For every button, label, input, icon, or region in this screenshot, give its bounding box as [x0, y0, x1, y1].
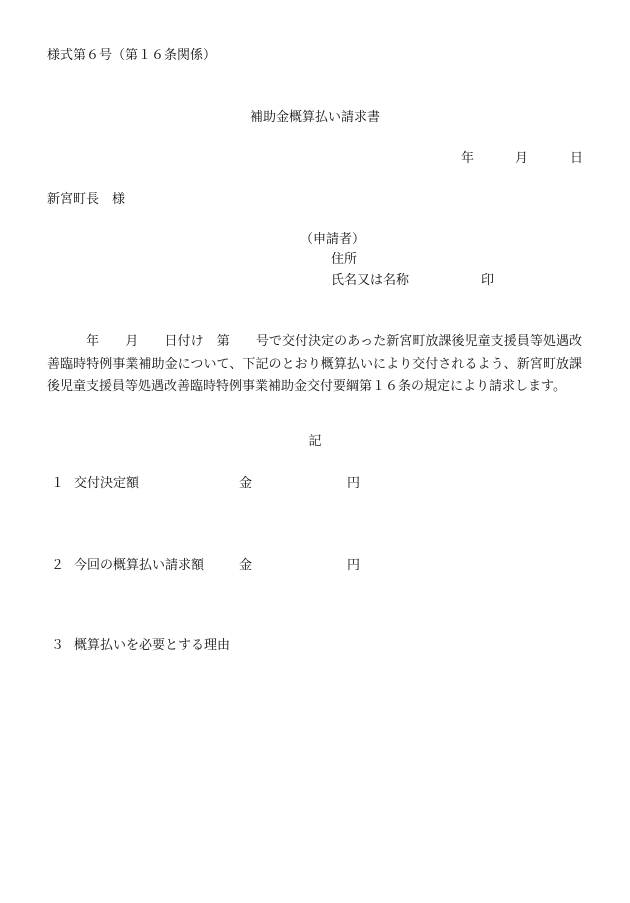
applicant-address-label: 住所 [331, 252, 358, 267]
item-number: ３ [51, 638, 65, 653]
form-number: 様式第６号（第１６条関係） [47, 48, 217, 63]
item-number: ２ [51, 558, 65, 573]
amount-kin-label: 金 [239, 476, 253, 491]
request-body-text: 年 月 日付け 第 号で交付決定のあった新宮町放課後児童支援員等処遇改善臨時特例事業補助金について、下記のとおり概算払いにより交付されるよう、新宮町放課後児童支援員等処遇改善臨時特例事業補助金交付要綱第１６条の規定により請求します。 [47, 334, 582, 394]
amount-kin-label: 金 [239, 558, 253, 573]
document-title: 補助金概算払い請求書 [249, 110, 380, 125]
applicant-name-label: 氏名又は名称 [331, 273, 410, 288]
ki-heading: 記 [308, 434, 322, 449]
date-year-label: 年 [461, 151, 475, 166]
date-month-label: 月 [515, 151, 529, 166]
addressee: 新宮町長 様 [47, 192, 126, 207]
applicant-heading: （申請者） [300, 232, 366, 247]
amount-yen-label: 円 [347, 558, 361, 573]
item-label-current-request-amount: 今回の概算払い請求額 [74, 558, 205, 573]
item-number: １ [51, 476, 65, 491]
amount-yen-label: 円 [347, 476, 361, 491]
seal-mark: 印 [481, 273, 495, 288]
date-day-label: 日 [570, 151, 584, 166]
item-label-grant-decision-amount: 交付決定額 [74, 476, 140, 491]
item-label-reason: 概算払いを必要とする理由 [74, 638, 231, 653]
